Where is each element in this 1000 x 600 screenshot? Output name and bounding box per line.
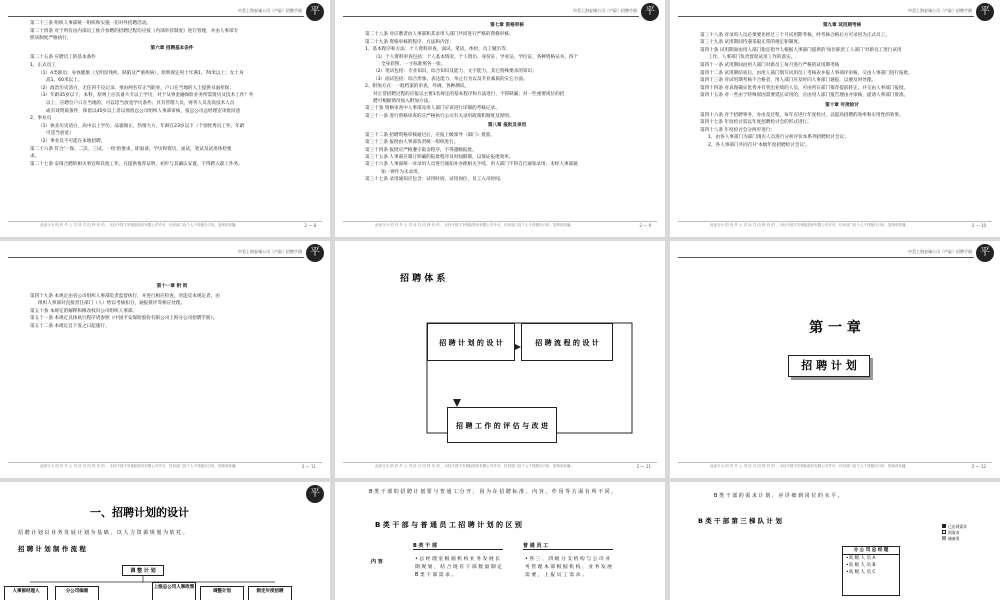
company-logo-icon: 平 <box>641 3 659 21</box>
flow-step-box: 制定年度招聘 <box>248 586 292 600</box>
section-title: 一、招聘计划的设计 <box>90 506 189 519</box>
chapter-heading: 第十一章 附 则 <box>156 284 188 289</box>
plan-subtitle: B 类 干 部 第 三 梯 队 计 划 <box>698 517 782 525</box>
page-thumbnail[interactable] <box>335 0 665 237</box>
page-thumbnail[interactable] <box>0 241 330 478</box>
intro-text: 招 聘 计 划 以 业 务 发 展 计 划 为 基 础 ， 以 人 力 资 源 规 划 为 依 托 。 <box>18 530 188 536</box>
chapter-title-box: 招 聘 计 划 <box>788 355 870 377</box>
page-footer: 此部分为 国 内 外 公 司 所 共 同 特 有 的 ，未经中国平安保险股份有限公司许可，任何部门及个人不得擅自引用、复制或传播。 <box>40 223 239 227</box>
flow-top-box: 调 整 计 划 <box>122 565 164 576</box>
page-number: 2 — 11 <box>301 464 316 469</box>
page-thumbnail[interactable] <box>670 0 1000 237</box>
evaluation-improvement-box: 招 聘 工 作 的 评 估 与 改 进 <box>447 407 557 443</box>
company-logo-icon: 平 <box>306 244 324 262</box>
company-logo-icon: 平 <box>306 485 324 503</box>
page-thumbnail[interactable] <box>670 241 1000 478</box>
company-logo-icon: 平 <box>306 3 324 21</box>
chapter-number: 第 一 章 <box>809 320 861 336</box>
page-thumbnail[interactable] <box>335 482 665 600</box>
page-header: 中美上海安诚公司（产险）招聘手册 <box>908 8 972 13</box>
page-header: 中美上海安诚公司（产险）招聘手册 <box>238 249 302 254</box>
flow-step-box: 调整计划 <box>200 586 244 600</box>
page-header: 中美上海安诚公司（产险）招聘手册 <box>573 8 637 13</box>
page-footer: 此部分为 国 内 外 公 司 所 共 同 特 有 的 ，未经中国平安保险股份有限公司许可，任何部门及个人不得擅自引用、复制或传播。 <box>710 464 909 468</box>
company-logo-icon: 平 <box>976 3 994 21</box>
chapter-heading: 第七章 资格审核 <box>490 23 524 28</box>
page-thumbnail[interactable] <box>670 482 1000 600</box>
chapter-heading: 第八章 报批及录用 <box>487 123 527 129</box>
page-footer: 此部分为 国 内 外 公 司 所 共 同 特 有 的 ，未经中国平安保险股份有限公司许可，任何部门及个人不得擅自引用、复制或传播。 <box>375 464 574 468</box>
arrow-down <box>453 399 461 407</box>
cell-general: • 各 三 、 四 级 分 支 机 构 与 公 司 业 务 管 理 本 部 根 据 机 构 、 业 务 发 展 需 要 ， 上 报 员 工 需 求 。 <box>525 557 612 578</box>
chapter-heading: 第十章 年度检讨 <box>825 102 859 108</box>
legend: 已出现需求 预需求 储备类 <box>942 524 967 542</box>
page-body: 第七章 资格审核 第二十八条 对应聘者由人事部和其求用人部门共同进行严格的资格审核； 第二十九条 资格审核的程序、方法和内容： 1、基本程序和方法：个人资料审查，面试，笔试，体检，员工履历等； （1）个人资料审查包括：个人基本情况、个人资历、身份证、学业证、学位证、各种资格证书、四个 全身彩照、一寸标准照各一张； （2）笔试包括：专业知识，综合知识及能力，文字能力，其它特殊要求的知识； （3）面试包括：综合形象、表达能力、举止行为以及专业素质的实它方面。 2、附加方式：一般档案的审查，外调，各种测试。 对正常招聘过程的应报以主要1名规定的基本程序和方法进行，不得缺漏；对一些重要岗位的招 聘可根据情况加入附加方法。 第三十条 资格审查中人事部及用人部门应该进行详细的考核记录。 第三十一条 进行资格审查的应严格执行公司有关录用政策和制度及原则。 第八章 报批及录用 第三十二条 招聘资格审核通过后，应报上级领导（部门）批准。 第三十三条 报批由人事部负责统一组织进行。 第三十四条 报批应严格遵守取舍程序，不得越级报批。 第三十五条 人事部应制订明确的报批程序及时间限制，以保证报批效率。 第三十六条 人事部统一对录用人员进行通知并办理相关手续，用人部门不得自行通知录用；未经人事部通 知一律作为未录用。 第三十七条 录用通知应包含：试用时间，试用岗位，员工入司时间。 <box>365 20 649 184</box>
page-body: 第十一章 附 则 第四十九条 本规定由省公司组织人事部负责监督执行，并进行相应检查，对违反本规定者，由 组织人事部对直接责任部门（人）给以考核扣分，通报批评等相应处理。 第五十条 本规定的解释和修改权归公司组织人事部。 第五十一条 本规定具体执行程序请参照《中国平安保险股份有限公司上海分公司招聘手册》。 第五十二条 本规定自下发之日起施行。 <box>30 281 314 331</box>
process-design-box: 招 聘 流 程 的 设 计 <box>521 323 613 361</box>
intro-text: B 类 干 部 的 需 求 计 划 ， 应 详 细 到 岗 位 的 水 平 。 <box>714 493 843 499</box>
page-header: 中美上海安诚公司（产险）招聘手册 <box>908 249 972 254</box>
flow-step-box: 分公司编制 <box>55 586 99 600</box>
page-header: 中美上海安诚公司（产险）招聘手册 <box>238 8 302 13</box>
page-footer: 此部分为 国 内 外 公 司 所 共 同 特 有 的 ，未经中国平安保险股份有限公司许可，任何部门及个人不得擅自引用、复制或传播。 <box>375 223 574 227</box>
page-thumbnail[interactable] <box>0 0 330 237</box>
page-number: 2 — 10 <box>971 223 986 228</box>
company-logo-icon: 平 <box>976 244 994 262</box>
chapter-heading: 第六章 招聘基本条件 <box>150 45 194 51</box>
planning-design-box: 招 聘 计 划 的 设 计 <box>427 323 515 361</box>
chapter-heading: 第九章 试用期考核 <box>822 23 862 28</box>
col-header-general: 普 通 员 工 <box>523 542 613 550</box>
page-footer: 此部分为 国 内 外 公 司 所 共 同 特 有 的 ，未经中国平安保险股份有限公司许可，任何部门及个人不得擅自引用、复制或传播。 <box>40 464 239 468</box>
diagram-title: 招 聘 体 系 <box>400 274 446 284</box>
page-thumbnail[interactable] <box>0 482 330 600</box>
row-label: 内 容 <box>371 559 383 565</box>
col-header-b-class: B 类 干 部 <box>413 542 503 550</box>
page-number: 2 — 11 <box>636 464 651 469</box>
page-number: 2 — 8 <box>304 223 316 228</box>
comparison-subtitle: B 类 干 部 与 普 通 员 工 招 聘 计 划 的 区 别 <box>375 521 522 529</box>
flow-step-box: 上级总公司人事政策 <box>152 582 196 600</box>
page-body: 第九章 试用期考核 第三十八条 对录用人员必须要先经过三个月试用期考核，经考核合格后方可录用为正式员工。 第三十九条 试用期间待遇采取正常的规定和制度。 第四十条 试用期间由用人部门指定指导人根据人事部门提供的'岗位职责工人部门'对新员工进行试用 工作。人事部门负责督促试用工作的落实。 第四十一条 试用期间由用人部门对新员工每月进行严格的试用期考核 第四十二条 试用期结束后，由用人部门填写试用员工考核表并报人事部评审核，交由人事部门进行报批。 第四十三条 对试用期考核不合格者，用人部门应及时向人事部门通报，以便及时处理。 第四十四条 对表现确实优秀并有突出业绩的人员，可由所在部门推荐提前转正，并交由人事部门报批。 第四十五条 对一些由于特殊原因需要延长试用的，应由用人部门报告理由并审核，提请人事部门批准。 第十章 年度检讨 第四十六条 对于招聘事务，办由及过程，每年应进行年度检讨，以提高招聘的效率和实用性的效果。 第四十七条 年度检讨需以年度招聘检讨会的形式进行。 第四十八条 年度检讨会分两步进行： 1、由各人事部门为部门现有人员进行分析评价本系列招聘检讨会议； 2、各人事部门共同召开'本级年度招聘检讨会议'。 <box>700 20 984 150</box>
org-box: 分 公 司 总 经 理 •高 级 人 员 A •高 级 人 员 B •高 级 人 员 C <box>842 546 900 596</box>
intro-text: B 类 干 部 的 招 聘 计 划 要 与 普 通 工 分 开 ， 因 为 在 招 聘 标 准 、 内 容 、 作 用 等 方 面 有 所 不 同 。 <box>369 489 617 495</box>
flow-step-box: 人事部经理人 <box>4 586 48 600</box>
flow-subtitle: 招 聘 计 划 制 作 流 程 <box>18 545 86 553</box>
page-body: 第二十三条 组织人事部统一组织和实施一切对外招聘活动。 第二十四条 对于所有由内部员工推介参聘的招聘过程均应按《内部举荐制度》进行管理，并由人事部专 照该制度严格执行。 第六章 招聘基本条件 第二十五条 应聘员工的基本条件 1、正式员工 （1）A类职员：身体健康（无明显残疾、缺陷及严重疾病），原则规定男士年满1、70米以上；女士身 高1、60米以上。 （2）政治历史清白，无任何不良记录。须由两名有正当职业，户口在当地的人士提供书面担保； （3）年龄35岁以下，本科，原则上应具备大专以上学历，对于从事金融保险业务所需资历及技术工作？外 以上，应聘位户口在当地的，可以适当放宽学历条件；具有管理人员，财务人员及高技术人员 或有效资质条件，保留以40岁以上者以须担总公司组织人事部审核，报总公司总经理室审批同意 2、事业员 （1）执业历史清白，高中以上学历；品貌端正，热情大方，年龄在23岁以下（个别优秀员工外，年龄 可适当放宽） （2）事业员不可能在本地招聘。 第二十六条 符合'一保、二沃、三试、一检'的要求，即面谈，学历和资历，面试，笔试及试用体检要 求。 第二十七条 安排合聘的相关事宜和其他工作，在提供推荐证明，初步与其确认安置，不得跨入职工作务。 <box>30 20 314 168</box>
cell-b-class: • 总 经 理 室 根 据 机 构 业 务 发 展 长 期 规 划 ， 结 合 现 有 干 部 数 量 制 定 B 类 干 部 需 求 。 <box>415 557 502 578</box>
page-footer: 此部分为 国 内 外 公 司 所 共 同 特 有 的 ，未经中国平安保险股份有限公司许可，任何部门及个人不得擅自引用、复制或传播。 <box>710 223 909 227</box>
page-thumbnail[interactable] <box>335 241 665 478</box>
org-box-title: 分 公 司 总 经 理 <box>843 547 899 555</box>
page-number: 2 — 9 <box>639 223 651 228</box>
page-number: 2 — 12 <box>971 464 986 469</box>
